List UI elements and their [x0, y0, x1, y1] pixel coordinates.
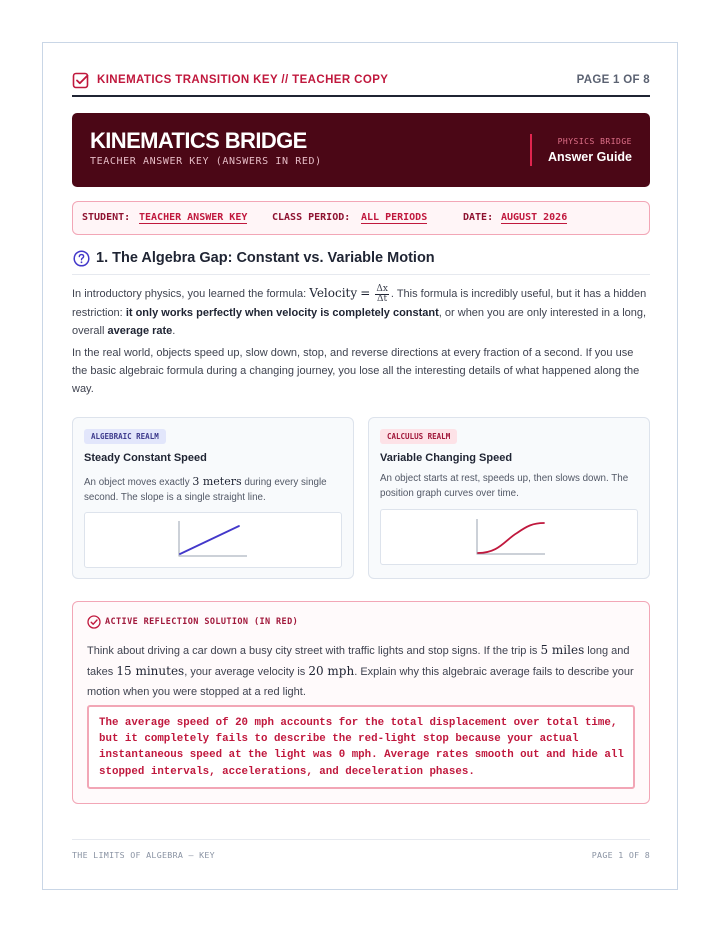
reflection-time: 15 minutes: [116, 664, 185, 678]
linear-graph-line: [180, 526, 239, 554]
reflection-q-a: Think about driving a car down a busy city street with traffic lights and stop signs. If the trip is: [87, 645, 538, 657]
intro-text-b: . This formula is incredibly useful, but it has a hidden restriction:: [72, 288, 647, 319]
algebraic-card-description: [84, 474, 346, 505]
formula-equals: =: [360, 286, 371, 300]
curve-graph: [380, 509, 638, 565]
checkbox-icon: [72, 72, 89, 89]
linear-graph-svg: [85, 513, 343, 569]
algebraic-realm-pill: ALGEBRAIC REALM: [84, 429, 166, 444]
worksheet-page: [42, 42, 678, 890]
student-label: STUDENT:: [82, 212, 131, 223]
curve-graph-svg: [381, 510, 639, 566]
period-label: CLASS PERIOD:: [272, 212, 351, 223]
answer-text: The average speed of 20 mph accounts for the total displacement over total time, but it completely fails to describe the red-light stop because your actual instantaneous speed at the light was 0 mph. Average rates smooth out and hide all stopped intervals, accelerations, and deceleration phases.: [99, 717, 624, 778]
reflection-q-c: , your average velocity is: [184, 666, 306, 678]
intro-text-d: .: [172, 324, 176, 337]
footer-left: THE LIMITS OF ALGEBRA — KEY: [72, 850, 215, 860]
reflection-q-b: long and takes: [87, 645, 630, 678]
reflection-distance: 5 miles: [540, 643, 585, 657]
formula-lhs: Velocity: [309, 286, 358, 300]
formula-denominator: Δt: [377, 293, 388, 304]
reflection-question: [87, 640, 639, 702]
intro-paragraph: [72, 284, 650, 340]
linear-graph: [84, 512, 342, 568]
algebraic-realm-card: [72, 417, 354, 579]
date-value[interactable]: AUGUST 2026: [501, 212, 568, 223]
footer-page-number: PAGE 1 OF 8: [591, 850, 650, 860]
algebraic-desc-math: 3 meters: [192, 475, 242, 488]
hero-title: KINEMATICS BRIDGE: [90, 128, 307, 153]
student-value[interactable]: TEACHER ANSWER KEY: [139, 212, 248, 223]
period-value[interactable]: ALL PERIODS: [361, 212, 428, 223]
page-number: PAGE 1 OF 8: [576, 74, 650, 86]
algebraic-card-title: Steady Constant Speed: [84, 452, 207, 464]
hero-subtitle: TEACHER ANSWER KEY (ANSWERS IN RED): [90, 156, 322, 167]
algebraic-desc-a: An object moves exactly: [84, 477, 190, 488]
hero-banner: [72, 113, 650, 187]
hero-tag: PHYSICS BRIDGE: [557, 137, 632, 146]
question-circle-icon: [73, 250, 90, 267]
check-circle-icon: [87, 615, 101, 629]
curve-graph-line: [478, 523, 544, 553]
formula-numerator: Δx: [376, 283, 388, 294]
calculus-realm-card: [368, 417, 650, 579]
formula-fraction: [375, 285, 389, 304]
intro-text-a: In introductory physics, you learned the formula:: [72, 288, 307, 300]
intro-text-c: , or when you are only interested in a long, overall: [72, 306, 647, 337]
date-label: DATE:: [463, 212, 494, 223]
document-title: KINEMATICS TRANSITION KEY // TEACHER COPY: [97, 74, 389, 86]
hero-divider: [530, 134, 532, 166]
calculus-realm-pill: CALCULUS REALM: [380, 429, 457, 444]
page-footer: [72, 839, 650, 861]
answer-box[interactable]: [87, 705, 635, 789]
calculus-card-title: Variable Changing Speed: [380, 452, 513, 464]
document-header: [72, 71, 650, 97]
reflection-q-d: . Explain why this algebraic average fails to describe your motion when you were stopped at a red light.: [87, 666, 634, 698]
student-info-bar: [72, 201, 650, 235]
section-heading: [72, 249, 650, 275]
calculus-card-description: An object starts at rest, speeds up, then slows down. The position graph curves over time.: [380, 473, 629, 499]
intro-bold-constant: it only works perfectly when velocity is completely constant: [125, 306, 439, 319]
reflection-title: ACTIVE REFLECTION SOLUTION (IN RED): [105, 617, 299, 627]
section-title: 1. The Algebra Gap: Constant vs. Variable Motion: [96, 250, 435, 266]
intro-bold-average: average rate: [107, 324, 173, 337]
reflection-box: [72, 601, 650, 804]
reflection-speed: 20 mph: [308, 664, 355, 678]
algebraic-desc-b: during every single second. The slope is a single straight line.: [84, 477, 327, 503]
hero-guide-label: Answer Guide: [547, 150, 632, 164]
real-world-paragraph: In the real world, objects speed up, slow down, stop, and reverse directions at every fraction of a second. If you use the basic algebraic formula during a changing journey, you lose all the interesting details of what happened along the way.: [72, 347, 640, 395]
